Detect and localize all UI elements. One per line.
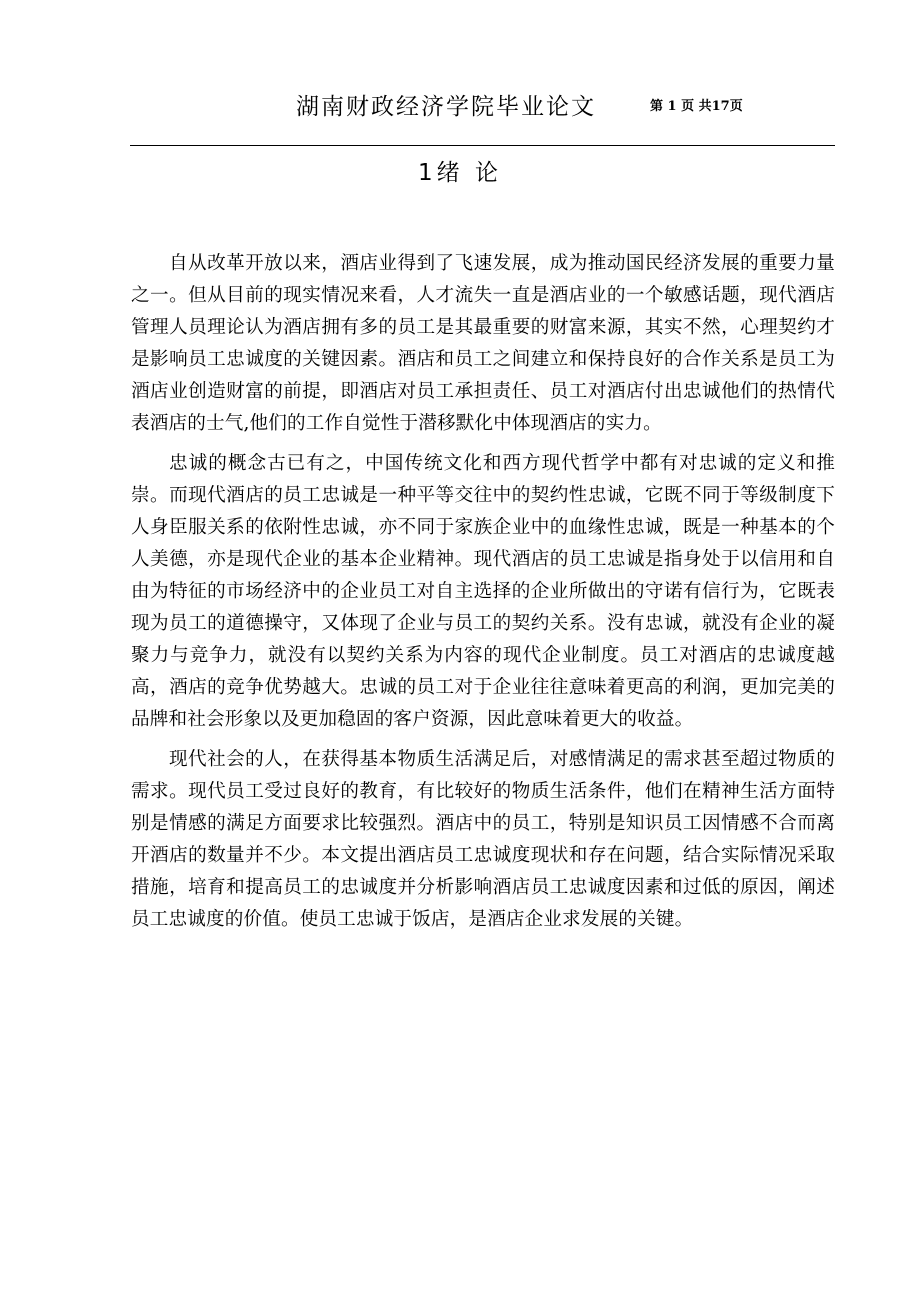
page-number: 第 1 页 共17页: [650, 99, 743, 114]
paragraph: 忠诚的概念古已有之，中国传统文化和西方现代哲学中都有对忠诚的定义和推崇。而现代酒店的员工忠诚是一种平等交往中的契约性忠诚，它既不同于等级制度下人身臣服关系的依附性忠诚，亦不同于家族企业中的血缘性忠诚，既是一种基本的个人美德，亦是现代企业的基本企业精神。现代酒店的员工忠诚是指身处于以信用和自由为特征的市场经济中的企业员工对自主选择的企业所做出的守诺有信行为，它既表现为员工的道德操守，又体现了企业与员工的契约关系。没有忠诚，就没有企业的凝聚力与竞争力，就没有以契约关系为内容的现代企业制度。员工对酒店的忠诚度越高，酒店的竞争优势越大。忠诚的员工对于企业往往意味着更高的利润，更加完美的品牌和社会形象以及更加稳固的客户资源，因此意味着更大的收益。: [131, 453, 835, 730]
school-name: 湖南财政经济学院毕业论文: [296, 94, 596, 120]
paragraph: 自从改革开放以来，酒店业得到了飞速发展，成为推动国民经济发展的重要力量之一。但从目前的现实情况来看，人才流失一直是酒店业的一个敏感话题，现代酒店管理人员理论认为酒店拥有多的员工是其最重要的财富来源，其实不然，心理契约才是影响员工忠诚度的关键因素。酒店和员工之间建立和保持良好的合作关系是员工为酒店业创造财富的前提，即酒店对员工承担责任、员工对酒店付出忠诚他们的热情代表酒店的士气,他们的工作自觉性于潜移默化中体现酒店的实力。: [131, 253, 835, 434]
page-header: [0, 84, 920, 124]
chapter-title: 1绪 论: [418, 160, 502, 186]
body-text: [131, 248, 835, 936]
header-rule: [130, 145, 835, 146]
paragraph: 现代社会的人，在获得基本物质生活满足后，对感情满足的需求甚至超过物质的需求。现代员工受过良好的教育，有比较好的物质生活条件，他们在精神生活方面特别是情感的满足方面要求比较强烈。酒店中的员工，特别是知识员工因情感不合而离开酒店的数量并不少。本文提出酒店员工忠诚度现状和存在问题，结合实际情况采取措施，培育和提高员工的忠诚度并分析影响酒店员工忠诚度因素和过低的原因，阐述员工忠诚度的价值。使员工忠诚于饭店，是酒店企业求发展的关键。: [131, 749, 835, 930]
